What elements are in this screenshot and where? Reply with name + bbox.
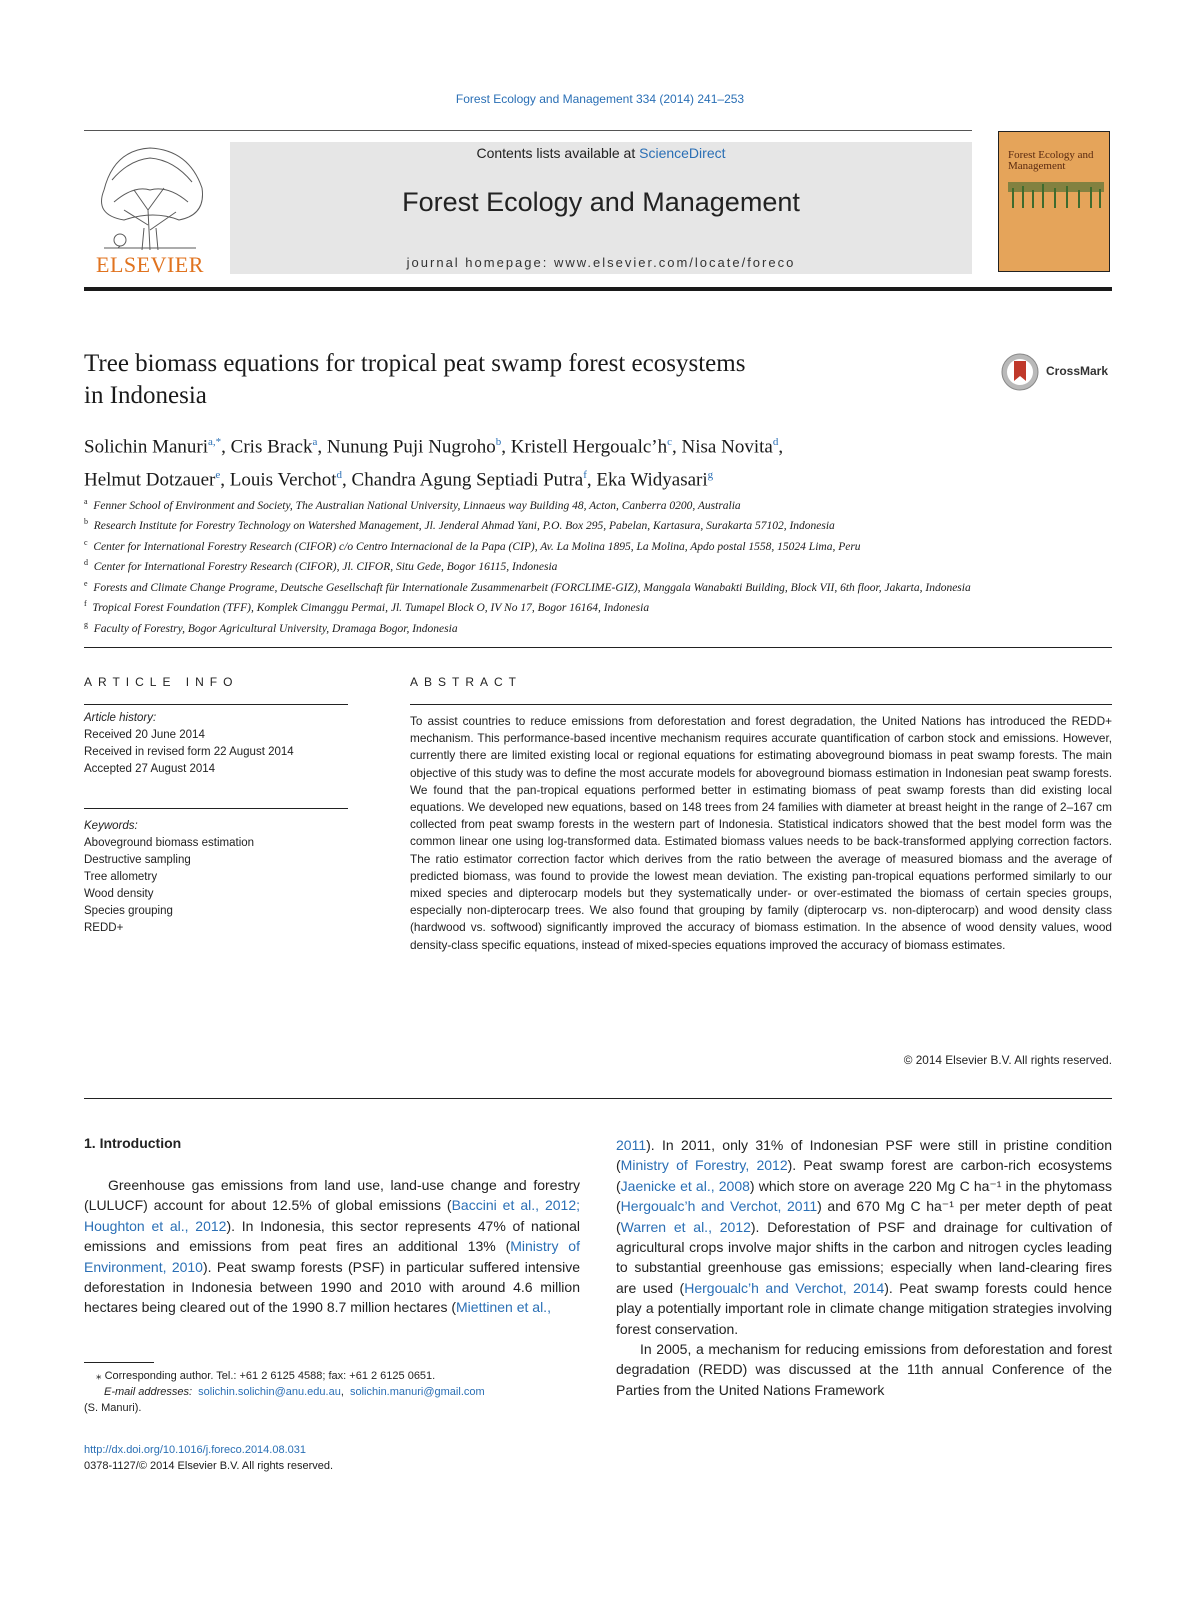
affiliation-text: Tropical Forest Foundation (TFF), Komplek Cimanggu Permai, Jl. Tumapel Block O, IV No 17, Bogor 16164, Indonesia [86,601,650,614]
abstract-rule [410,704,1112,705]
doi-block [84,1442,333,1474]
affiliation-text: Center for International Forestry Research (CIFOR) c/o Centro Internacional de la Papa (CIP), Av. La Molina 1895, La Molina, Apdo postal 1558, 15024 Lima, Peru [87,540,861,553]
intro-right-column [616,1135,1112,1400]
citation-link[interactable]: Baccini et al., 2012; Houghton et al., 2012 [84,1197,580,1234]
author-affiliation-mark[interactable]: e [215,469,221,482]
affiliation-item [84,514,1094,534]
author-name: , Kristell Hergoualc’h [501,436,668,458]
body-text: ). Peat swamp forests could hence play a potentially important role in climate change mitigation strategies involving forest conservation. [616,1279,1112,1337]
body-text: ). In 2011, only 31% of Indonesian PSF were still in pristine condition ( [616,1137,1112,1174]
revised-date: Received in revised form 22 August 2014 [84,746,294,758]
citation-link[interactable]: 2011 [616,1137,647,1153]
author-affiliation-mark[interactable]: f [583,469,587,482]
affiliation-mark: c [84,537,88,547]
author-affiliation-mark[interactable]: c [667,436,673,448]
article-title [84,348,964,412]
publisher-logo-text: ELSEVIER [96,252,204,277]
abstract-bottom-rule [84,1098,1112,1099]
journal-homepage[interactable]: journal homepage: www.elsevier.com/locate/foreco [406,255,796,270]
article-history [84,710,364,778]
intro-right-paragraph-2: In 2005, a mechanism for reducing emissions from deforestation and forest degradation (REDD) was discussed at the 11th annual Conference of the Parties from the United Nations Framework [616,1341,1112,1398]
author-name: Helmut Dotzauer [84,469,216,491]
crossmark-label: CrossMark [1046,364,1109,378]
article-info-heading: ARTICLE INFO [84,675,239,689]
title-line-1: Tree biomass equations for tropical peat swamp forest ecosystems [84,350,746,377]
author-affiliation-mark[interactable]: d [772,436,779,448]
footnote-star: ⁎ [96,1370,102,1382]
body-text: ) and 670 Mg C ha⁻¹ per meter depth of peat ( [616,1198,1113,1235]
footnote-rule [84,1362,154,1363]
cover-trees-image [1008,178,1104,212]
citation-link[interactable]: Hergoualc’h and Verchot, 2011 [620,1198,818,1215]
affiliation-mark: f [84,599,87,609]
author-list [84,428,1094,495]
keyword-item: Destructive sampling [84,854,191,866]
affiliation-item [84,596,1094,616]
keyword-item: Species grouping [84,905,173,917]
author-affiliation-mark[interactable]: g [707,469,714,482]
citation-link[interactable]: Jaenicke et al., 2008 [620,1177,750,1194]
affiliations [84,494,1094,637]
author-affiliation-mark[interactable]: a [312,436,318,448]
accepted-date: Accepted 27 August 2014 [84,763,216,775]
affiliation-text: Faculty of Forestry, Bogor Agricultural University, Dramaga Bogor, Indonesia [88,622,458,635]
affiliation-item [84,494,1094,514]
article-info-rule [84,704,348,705]
affiliation-text: Center for International Forestry Research (CIFOR), Jl. CIFOR, Situ Gede, Bogor 16115, Indonesia [88,561,558,574]
author-name: , Chandra Agung Septiadi Putra [342,469,584,491]
journal-name: Forest Ecology and Management [402,187,800,217]
affiliation-item [84,617,1094,637]
author-name: , Louis Verchot [220,469,337,491]
affiliation-mark: e [84,578,88,588]
affiliations-rule [84,647,1112,648]
email-link-1[interactable]: solichin.solichin@anu.edu.au [198,1386,341,1398]
keyword-item: REDD+ [84,922,124,934]
header-top-rule [84,130,972,131]
authors-line-2 [84,461,1094,494]
affiliation-mark: a [84,497,88,506]
cover-title: Forest Ecology and Management [1008,149,1094,172]
doi-link[interactable]: http://dx.doi.org/10.1016/j.foreco.2014.08.031 [84,1444,306,1456]
received-date: Received 20 June 2014 [84,729,205,741]
citation-link[interactable]: Warren et al., 2012 [620,1218,751,1235]
introduction-heading: 1. Introduction [84,1135,182,1151]
issn-line: 0378-1127/© 2014 Elsevier B.V. All rights reserved. [84,1460,334,1472]
author-name: , Cris Brack [221,436,313,458]
abstract-heading: ABSTRACT [410,675,523,689]
title-line-2: in Indonesia [84,382,207,409]
crossmark-badge[interactable] [1000,352,1120,392]
crossmark-icon [1000,352,1040,392]
email-label: E-mail addresses: [104,1386,193,1398]
author-name: , Nisa Novita [672,436,773,458]
author-initials: (S. Manuri). [84,1402,142,1414]
affiliation-text: Fenner School of Environment and Society, The Australian National University, Linnaeus way Building 48, Acton, Canberra 0200, Australia [87,499,741,512]
abstract-copyright: © 2014 Elsevier B.V. All rights reserved. [903,1053,1112,1067]
citation-link[interactable]: Hergoualc’h and Verchot, 2014 [684,1279,885,1296]
body-text: ). In Indonesia, this sector represents 47% of national emissions and emissions from peat fires an additional 13% ( [84,1217,580,1255]
affiliation-item [84,555,1094,575]
keywords-rule [84,808,348,809]
affiliation-text: Research Institute for Forestry Technology on Watershed Management, Jl. Jenderal Ahmad Yani, P.O. Box 295, Pabelan, Kartasura, Surakarta 57102, Indonesia [88,520,835,533]
contents-prefix: Contents lists available at [476,145,640,161]
affiliation-mark: d [84,558,88,568]
intro-right-paragraph-1 [616,1135,1112,1339]
citation-link[interactable]: Miettinen et al., [456,1299,551,1316]
keyword-item: Wood density [84,888,154,900]
body-text: ). Peat swamp forest are carbon-rich ecosystems ( [616,1157,1112,1194]
abstract-text: To assist countries to reduce emissions from deforestation and forest degradation, the United Nations has introduced the REDD+ mechanism. This performance-based incentive mechanism requires accurate quantification of carbon stock and emissions. However, currently there are limited existing local or regional equations for estimating aboveground biomass in peat swamp forests. The main objective of this study was to define the most accurate models for aboveground biomass estimation in Indonesian peat swamp forests. We found that the pan-tropical equations performed better in estimating biomass of peat swamp forests than did existing local equations. We developed new equations, based on 148 trees from 24 families with diameter at breast height in the range of 2–167 cm collected from peat swamp forests in the western part of Indonesia. Statistical indicators showed that the best model form was the common linear one using log-transformed data. Estimated biomass values needs to be back-transformed applying correction factors. The ratio estimator correction factor which derives from the ratio between the average of measured biomass and the average of predicted biomass, was found to provide the lowest mean deviation. The existing pan-tropical equations performed similarly to our mixed species and dipterocarp models but they systematically under- or over-estimated the biomass of certain species groups, especially non-dipterocarp trees. We also found that grouping by family (dipterocarp vs. non-dipterocarp) and wood density class (hardwood vs. softwood) significantly improved the accuracy of biomass estimation. In the absence of wood density values, wood density-class specific equations, instead of mixed-species equations improved the accuracy of biomass estimates. [410,714,1112,952]
affiliation-item [84,535,1094,555]
intro-left-column [84,1175,580,1318]
author-name: Solichin Manuri [84,436,209,458]
keywords-block [84,818,364,937]
author-name: , [778,436,784,458]
corresponding-author: Corresponding author. Tel.: +61 2 6125 4588; fax: +61 2 6125 0651. [104,1370,436,1382]
citation-link[interactable]: Ministry of Environment, 2010 [84,1238,580,1275]
keyword-item: Tree allometry [84,871,158,883]
keyword-list [84,835,364,937]
keyword-item: Aboveground biomass estimation [84,837,255,849]
author-name: , Nunung Puji Nugroho [317,436,496,458]
author-affiliation-mark[interactable]: d [336,469,343,482]
body-text: ) which store on average 220 Mg C ha⁻¹ in the phytomass ( [616,1177,1112,1215]
contents-line [230,145,972,161]
author-affiliation-mark[interactable]: b [495,436,502,448]
keywords-label: Keywords: [84,820,138,832]
body-text: Greenhouse gas emissions from land use, land-use change and forestry (LULUCF) account for about 12.5% of global emissions ( [84,1177,580,1214]
journal-citation[interactable]: Forest Ecology and Management 334 (2014) 241–253 [455,92,745,106]
citation-link[interactable]: Ministry of Forestry, 2012 [620,1157,788,1174]
email-link-2[interactable]: solichin.manuri@gmail.com [350,1386,485,1398]
affiliation-item [84,576,1094,596]
affiliation-text: Forests and Climate Change Programe, Deutsche Gesellschaft für Internationale Zusammenarbeit (FORCLIME-GIZ), Manggala Wanabakti Building, Block VII, 6th floor, Jakarta, Indonesia [87,581,971,594]
affiliation-mark: b [84,517,88,527]
history-label: Article history: [84,712,157,724]
author-name: , Eka Widyasari [586,469,708,491]
body-text: ). Deforestation of PSF and drainage for cultivation of agricultural crops involve major shifts in the carbon and nitrogen cycles leading to substantial greenhouse gas emissions; especially when land-clearing fires are used ( [616,1218,1112,1296]
corresponding-footnote: ⁎ Corresponding author. Tel.: +61 2 6125 4588; fax: +61 2 6125 0651. E-mail addresses: solichin.solichin@anu.edu.au, solichin.manuri@gmail.com (S. Manuri). [84,1368,584,1416]
authors-line-1 [84,428,1094,461]
sciencedirect-link[interactable]: ScienceDirect [639,145,726,161]
body-text: ). Peat swamp forests (PSF) in particular suffered intensive deforestation in Indonesia between 1990 and 2010 with around 4.6 million hectares being cleared out of the 1990 8.7 million hectares ( [84,1258,580,1316]
author-affiliation-mark[interactable]: a,* [208,436,222,448]
affiliation-mark: g [84,619,88,629]
header-bottom-rule [84,287,1112,291]
